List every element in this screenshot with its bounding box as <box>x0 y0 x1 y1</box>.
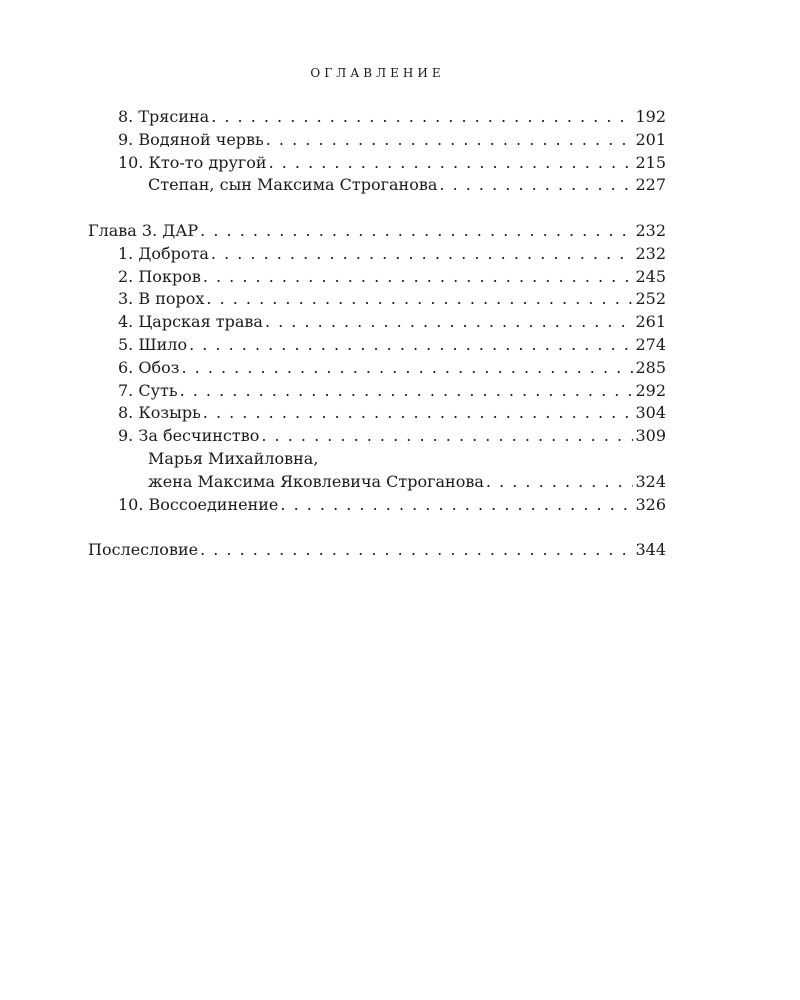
toc-entry-page: 309 <box>635 426 666 446</box>
toc-entry-page: 245 <box>635 266 666 286</box>
toc-entry-title: 4. Царская трава <box>118 312 263 332</box>
toc-entry-page: 324 <box>635 471 666 491</box>
toc-entry[interactable] <box>88 334 666 357</box>
toc-entry-page: 252 <box>635 289 666 309</box>
toc-entry-page: 232 <box>635 243 666 263</box>
dot-leader <box>261 425 633 448</box>
toc-entry-title: жена Максима Яковлевича Строганова <box>148 471 484 491</box>
toc-entry-page: 232 <box>635 220 666 240</box>
toc-entry-page: 292 <box>635 380 666 400</box>
toc-entry[interactable] <box>88 425 666 448</box>
dot-leader <box>486 471 634 494</box>
toc-entry[interactable] <box>88 288 666 311</box>
toc-entry-title: Марья Михайловна, <box>148 448 319 468</box>
toc-entry-page: 192 <box>635 107 666 126</box>
toc-chapter[interactable] <box>88 220 666 243</box>
toc-entry-page: 261 <box>635 312 666 332</box>
page-title: ОГЛАВЛЕНИЕ <box>310 66 445 80</box>
toc-entry[interactable] <box>88 174 666 197</box>
section-gap <box>88 516 666 539</box>
toc-entry-page: 285 <box>635 357 666 377</box>
toc-entry[interactable] <box>88 357 666 380</box>
toc-entry-title: Степан, сын Максима Строганова <box>148 175 438 195</box>
toc-entry-page: 274 <box>635 334 666 354</box>
toc-entry-title: 7. Суть <box>118 380 178 400</box>
dot-leader <box>189 334 633 357</box>
toc-entry-title: 10. Воссоединение <box>118 494 279 514</box>
toc-entry-line[interactable] <box>88 448 666 471</box>
toc-entry-title: Послесловие <box>88 540 199 560</box>
table-of-contents <box>88 106 666 562</box>
toc-entry-title: 10. Кто-то другой <box>118 152 267 172</box>
toc-entry-title: 9. За бесчинство <box>118 426 260 446</box>
toc-entry-title: 1. Доброта <box>118 243 209 263</box>
section-gap <box>88 197 666 220</box>
toc-entry-title: 2. Покров <box>118 266 201 286</box>
toc-entry-title: 8. Трясина <box>118 107 210 126</box>
toc-chapter[interactable] <box>88 539 666 562</box>
toc-entry[interactable] <box>88 471 666 494</box>
toc-entry-title: 3. В порох <box>118 289 205 309</box>
dot-leader <box>203 266 634 289</box>
toc-entry-page: 326 <box>635 494 666 514</box>
toc-entry-page: 304 <box>635 403 666 423</box>
dot-leader <box>280 494 633 517</box>
dot-leader <box>266 129 634 152</box>
toc-entry-page: 201 <box>635 129 666 149</box>
dot-leader <box>200 539 633 562</box>
dot-leader <box>206 288 633 311</box>
toc-entry[interactable] <box>88 311 666 334</box>
toc-entry-title: 5. Шило <box>118 334 188 354</box>
dot-leader <box>265 311 634 334</box>
toc-entry-title: 9. Водяной червь <box>118 129 264 149</box>
toc-entry[interactable] <box>88 129 666 152</box>
dot-leader <box>269 152 634 175</box>
toc-entry-title: Глава 3. ДАР <box>88 220 199 240</box>
toc-entry[interactable] <box>88 380 666 403</box>
dot-leader <box>211 106 633 129</box>
toc-entry[interactable] <box>88 266 666 289</box>
dot-leader <box>180 380 634 403</box>
dot-leader <box>181 357 633 380</box>
toc-entry-title: 8. Козырь <box>118 403 201 423</box>
toc-entry-page: 227 <box>635 175 666 195</box>
toc-entry[interactable] <box>88 494 666 517</box>
toc-entry[interactable] <box>88 152 666 175</box>
toc-entry[interactable] <box>88 402 666 425</box>
dot-leader <box>439 174 633 197</box>
toc-entry-page: 344 <box>635 540 666 560</box>
toc-entry-page: 215 <box>635 152 666 172</box>
toc-entry[interactable] <box>88 243 666 266</box>
dot-leader <box>203 402 634 425</box>
dot-leader <box>211 243 634 266</box>
toc-entry-title: 6. Обоз <box>118 357 180 377</box>
dot-leader <box>200 220 633 243</box>
toc-entry[interactable] <box>88 106 666 129</box>
